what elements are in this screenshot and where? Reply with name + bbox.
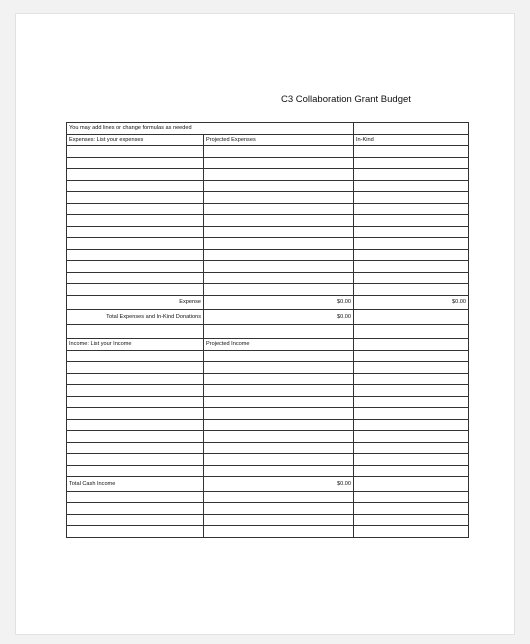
blank-cell[interactable] <box>354 249 469 261</box>
projected-expenses-header[interactable]: Projected Expenses <box>204 134 354 146</box>
blank-cell[interactable] <box>204 284 354 296</box>
total-income-row <box>67 477 469 492</box>
blank-cell[interactable] <box>204 157 354 169</box>
spacer-cell[interactable] <box>204 324 354 339</box>
expense-blank-row <box>67 146 469 158</box>
document-page <box>16 14 514 634</box>
blank-cell[interactable] <box>204 491 354 503</box>
blank-cell[interactable] <box>204 503 354 515</box>
blank-cell[interactable] <box>67 491 204 503</box>
blank-cell[interactable] <box>204 180 354 192</box>
blank-cell[interactable] <box>67 442 204 454</box>
blank-cell[interactable] <box>204 454 354 466</box>
blank-cell[interactable] <box>204 431 354 443</box>
blank-cell[interactable] <box>204 385 354 397</box>
blank-cell[interactable] <box>67 146 204 158</box>
total-income-value[interactable]: $0.00 <box>204 477 354 492</box>
note-cell-empty[interactable] <box>354 123 469 135</box>
blank-cell[interactable] <box>67 431 204 443</box>
income-blank-row <box>67 373 469 385</box>
blank-cell[interactable] <box>67 526 204 538</box>
blank-cell[interactable] <box>204 192 354 204</box>
blank-cell[interactable] <box>354 514 469 526</box>
blank-cell[interactable] <box>204 249 354 261</box>
blank-cell[interactable] <box>354 408 469 420</box>
blank-cell[interactable] <box>67 215 204 227</box>
expense-blank-row <box>67 169 469 181</box>
blank-cell[interactable] <box>204 146 354 158</box>
blank-cell[interactable] <box>204 526 354 538</box>
expense-blank-row <box>67 203 469 215</box>
total-expenses-row <box>67 310 469 325</box>
blank-cell[interactable] <box>354 215 469 227</box>
note-row <box>67 123 469 135</box>
blank-cell[interactable] <box>67 385 204 397</box>
in-kind-header[interactable]: In-Kind <box>354 134 469 146</box>
blank-cell[interactable] <box>67 408 204 420</box>
blank-cell[interactable] <box>204 396 354 408</box>
blank-cell[interactable] <box>354 203 469 215</box>
blank-cell[interactable] <box>354 491 469 503</box>
blank-cell[interactable] <box>354 503 469 515</box>
blank-cell[interactable] <box>354 146 469 158</box>
expense-blank-row <box>67 157 469 169</box>
blank-cell[interactable] <box>354 385 469 397</box>
blank-cell[interactable] <box>67 396 204 408</box>
blank-cell[interactable] <box>354 431 469 443</box>
expense-blank-row <box>67 238 469 250</box>
blank-cell[interactable] <box>204 442 354 454</box>
expense-blank-row <box>67 249 469 261</box>
income-blank-row <box>67 408 469 420</box>
expense-blank-row <box>67 215 469 227</box>
total-expenses-label[interactable]: Total Expenses and In-Kind Donations <box>67 310 204 325</box>
blank-cell[interactable] <box>67 180 204 192</box>
blank-cell[interactable] <box>67 419 204 431</box>
page-title: C3 Collaboration Grant Budget <box>281 94 411 105</box>
income-blank-row <box>67 454 469 466</box>
blank-cell[interactable] <box>204 514 354 526</box>
blank-cell[interactable] <box>354 261 469 273</box>
income-blank-row <box>67 385 469 397</box>
total-expenses-value[interactable]: $0.00 <box>204 310 354 325</box>
blank-cell[interactable] <box>67 157 204 169</box>
expense-blank-row <box>67 272 469 284</box>
blank-cell[interactable] <box>354 442 469 454</box>
expense-projected-value[interactable]: $0.00 <box>204 295 354 310</box>
trailing-blank-row <box>67 526 469 538</box>
trailing-blank-row <box>67 491 469 503</box>
budget-table <box>66 122 469 538</box>
blank-cell[interactable] <box>354 362 469 374</box>
blank-cell[interactable] <box>67 249 204 261</box>
blank-cell[interactable] <box>354 454 469 466</box>
blank-cell[interactable] <box>204 465 354 477</box>
income-blank-row <box>67 431 469 443</box>
blank-cell[interactable] <box>204 419 354 431</box>
blank-cell[interactable] <box>204 373 354 385</box>
expense-blank-row <box>67 180 469 192</box>
trailing-blank-row <box>67 514 469 526</box>
blank-cell[interactable] <box>67 454 204 466</box>
spacer-cell[interactable] <box>67 324 204 339</box>
blank-cell[interactable] <box>354 396 469 408</box>
blank-cell[interactable] <box>67 284 204 296</box>
blank-cell[interactable] <box>67 373 204 385</box>
expenses-header-label[interactable]: Expenses: List your expenses <box>67 134 204 146</box>
blank-cell[interactable] <box>204 350 354 362</box>
expense-inkind-value[interactable]: $0.00 <box>354 295 469 310</box>
note-cell[interactable]: You may add lines or change formulas as needed <box>67 123 354 135</box>
blank-cell[interactable] <box>67 350 204 362</box>
blank-cell[interactable] <box>204 362 354 374</box>
blank-cell[interactable] <box>354 226 469 238</box>
blank-cell[interactable] <box>204 203 354 215</box>
total-income-label[interactable]: Total Cash Income <box>67 477 204 492</box>
blank-cell[interactable] <box>67 503 204 515</box>
spacer-cell[interactable] <box>354 324 469 339</box>
income-blank-row <box>67 350 469 362</box>
blank-cell[interactable] <box>67 272 204 284</box>
blank-cell[interactable] <box>354 350 469 362</box>
trailing-blank-row <box>67 503 469 515</box>
blank-cell[interactable] <box>67 514 204 526</box>
blank-cell[interactable] <box>354 526 469 538</box>
expense-blank-row <box>67 261 469 273</box>
expense-blank-row <box>67 284 469 296</box>
blank-cell[interactable] <box>204 238 354 250</box>
expense-subtotal-row <box>67 295 469 310</box>
blank-cell[interactable] <box>354 419 469 431</box>
blank-cell[interactable] <box>67 465 204 477</box>
blank-cell[interactable] <box>354 157 469 169</box>
blank-cell[interactable] <box>354 284 469 296</box>
income-blank-row <box>67 419 469 431</box>
blank-cell[interactable] <box>204 169 354 181</box>
blank-cell[interactable] <box>67 261 204 273</box>
blank-cell[interactable] <box>354 238 469 250</box>
income-header-row <box>67 339 469 351</box>
spacer-row <box>67 324 469 339</box>
blank-cell[interactable] <box>204 272 354 284</box>
blank-cell[interactable] <box>354 192 469 204</box>
income-header-empty[interactable] <box>354 339 469 351</box>
income-blank-row <box>67 362 469 374</box>
blank-cell[interactable] <box>354 465 469 477</box>
blank-cell[interactable] <box>204 226 354 238</box>
expenses-header-row <box>67 134 469 146</box>
expense-blank-row <box>67 192 469 204</box>
blank-cell[interactable] <box>67 362 204 374</box>
blank-cell[interactable] <box>354 373 469 385</box>
blank-cell[interactable] <box>67 169 204 181</box>
blank-cell[interactable] <box>354 169 469 181</box>
blank-cell[interactable] <box>67 226 204 238</box>
blank-cell[interactable] <box>354 272 469 284</box>
blank-cell[interactable] <box>67 238 204 250</box>
blank-cell[interactable] <box>67 203 204 215</box>
blank-cell[interactable] <box>204 408 354 420</box>
blank-cell[interactable] <box>67 192 204 204</box>
expense-blank-row <box>67 226 469 238</box>
income-blank-row <box>67 465 469 477</box>
blank-cell[interactable] <box>204 261 354 273</box>
total-income-empty[interactable] <box>354 477 469 492</box>
income-blank-row <box>67 442 469 454</box>
blank-cell[interactable] <box>204 215 354 227</box>
blank-cell[interactable] <box>354 180 469 192</box>
expense-label[interactable]: Expense <box>67 295 204 310</box>
income-header-label[interactable]: Income: List your Income <box>67 339 204 351</box>
income-blank-row <box>67 396 469 408</box>
projected-income-header[interactable]: Projected Income <box>204 339 354 351</box>
total-expenses-empty[interactable] <box>354 310 469 325</box>
